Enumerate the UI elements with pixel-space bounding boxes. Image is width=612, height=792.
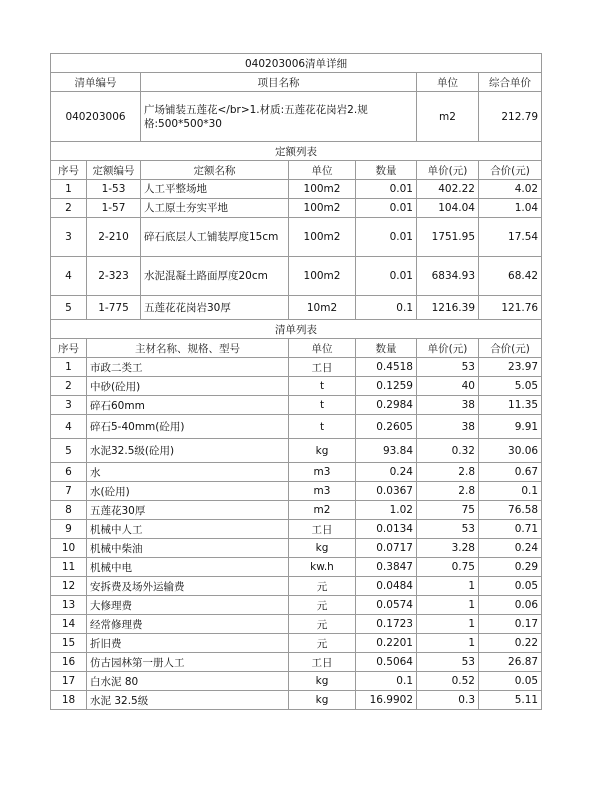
- material-no: 9: [51, 520, 87, 539]
- material-unit: t: [289, 415, 356, 439]
- material-no: 18: [51, 691, 87, 710]
- quota-header-qty: 数量: [356, 161, 417, 180]
- material-total: 11.35: [479, 396, 542, 415]
- material-total: 0.17: [479, 615, 542, 634]
- material-price: 0.52: [417, 672, 479, 691]
- material-price: 0.32: [417, 439, 479, 463]
- quota-code: 2-210: [87, 218, 141, 257]
- material-row: [51, 558, 542, 577]
- material-total: 9.91: [479, 415, 542, 439]
- material-total: 30.06: [479, 439, 542, 463]
- material-row: [51, 539, 542, 558]
- material-section-title: 清单列表: [51, 320, 542, 339]
- quota-code: 1-775: [87, 296, 141, 320]
- material-price: 3.28: [417, 539, 479, 558]
- material-total: 23.97: [479, 358, 542, 377]
- quota-qty: 0.01: [356, 199, 417, 218]
- material-header-row: [51, 339, 542, 358]
- material-header-unit: 单位: [289, 339, 356, 358]
- list-item-unit: m2: [417, 92, 479, 142]
- material-no: 5: [51, 439, 87, 463]
- material-no: 3: [51, 396, 87, 415]
- quota-section-title: 定额列表: [51, 142, 542, 161]
- quota-qty: 0.1: [356, 296, 417, 320]
- quota-total: 68.42: [479, 257, 542, 296]
- material-section-title-row: [51, 320, 542, 339]
- material-qty: 0.0574: [356, 596, 417, 615]
- list-item-row: [51, 92, 542, 142]
- material-unit: 工日: [289, 358, 356, 377]
- material-total: 0.05: [479, 577, 542, 596]
- material-row: [51, 501, 542, 520]
- material-qty: 0.3847: [356, 558, 417, 577]
- material-total: 0.67: [479, 463, 542, 482]
- material-qty: 0.4518: [356, 358, 417, 377]
- material-total: 5.11: [479, 691, 542, 710]
- quota-no: 3: [51, 218, 87, 257]
- quota-no: 2: [51, 199, 87, 218]
- quota-row: [51, 257, 542, 296]
- quota-code: 1-57: [87, 199, 141, 218]
- quota-price: 104.04: [417, 199, 479, 218]
- material-row: [51, 691, 542, 710]
- page-title: 040203006清单详细: [51, 54, 542, 73]
- material-unit: 元: [289, 634, 356, 653]
- material-price: 0.75: [417, 558, 479, 577]
- quota-price: 6834.93: [417, 257, 479, 296]
- quota-name: 碎石底层人工铺装厚度15cm: [141, 218, 289, 257]
- material-row: [51, 577, 542, 596]
- material-unit: 工日: [289, 653, 356, 672]
- list-header-row: [51, 73, 542, 92]
- material-header-no: 序号: [51, 339, 87, 358]
- quota-unit: 100m2: [289, 180, 356, 199]
- material-qty: 93.84: [356, 439, 417, 463]
- material-name: 碎石60mm: [87, 396, 289, 415]
- material-unit: 元: [289, 615, 356, 634]
- material-name: 水泥 32.5级: [87, 691, 289, 710]
- material-name: 水(砼用): [87, 482, 289, 501]
- material-unit: m2: [289, 501, 356, 520]
- quota-total: 1.04: [479, 199, 542, 218]
- material-total: 26.87: [479, 653, 542, 672]
- quota-unit: 10m2: [289, 296, 356, 320]
- material-no: 2: [51, 377, 87, 396]
- quota-no: 4: [51, 257, 87, 296]
- material-qty: 0.2984: [356, 396, 417, 415]
- material-unit: kw.h: [289, 558, 356, 577]
- material-unit: kg: [289, 672, 356, 691]
- material-name: 安拆费及场外运输费: [87, 577, 289, 596]
- quota-header-row: [51, 161, 542, 180]
- material-total: 0.71: [479, 520, 542, 539]
- material-header-qty: 数量: [356, 339, 417, 358]
- material-no: 16: [51, 653, 87, 672]
- material-no: 8: [51, 501, 87, 520]
- material-name: 机械中柴油: [87, 539, 289, 558]
- quota-qty: 0.01: [356, 218, 417, 257]
- quota-price: 1751.95: [417, 218, 479, 257]
- material-unit: 元: [289, 596, 356, 615]
- list-code-header: 清单编号: [51, 73, 141, 92]
- quota-qty: 0.01: [356, 180, 417, 199]
- list-item-price: 212.79: [479, 92, 542, 142]
- material-qty: 0.2605: [356, 415, 417, 439]
- material-qty: 0.0484: [356, 577, 417, 596]
- material-row: [51, 596, 542, 615]
- material-qty: 0.1259: [356, 377, 417, 396]
- material-no: 15: [51, 634, 87, 653]
- quota-header-name: 定额名称: [141, 161, 289, 180]
- material-name: 仿古园林第一册人工: [87, 653, 289, 672]
- material-total: 76.58: [479, 501, 542, 520]
- material-qty: 16.9902: [356, 691, 417, 710]
- material-total: 0.22: [479, 634, 542, 653]
- material-price: 53: [417, 520, 479, 539]
- material-price: 1: [417, 634, 479, 653]
- material-qty: 0.24: [356, 463, 417, 482]
- material-header-total: 合价(元): [479, 339, 542, 358]
- quota-unit: 100m2: [289, 218, 356, 257]
- quota-header-price: 单价(元): [417, 161, 479, 180]
- material-no: 1: [51, 358, 87, 377]
- title-row: [51, 54, 542, 73]
- material-qty: 0.1: [356, 672, 417, 691]
- quota-price: 402.22: [417, 180, 479, 199]
- material-total: 0.06: [479, 596, 542, 615]
- material-unit: t: [289, 396, 356, 415]
- quota-name: 人工原土夯实平地: [141, 199, 289, 218]
- quota-no: 1: [51, 180, 87, 199]
- material-row: [51, 634, 542, 653]
- material-unit: kg: [289, 539, 356, 558]
- material-row: [51, 615, 542, 634]
- material-no: 13: [51, 596, 87, 615]
- material-price: 53: [417, 358, 479, 377]
- material-name: 白水泥 80: [87, 672, 289, 691]
- detail-table: [50, 53, 542, 710]
- list-item-code: 040203006: [51, 92, 141, 142]
- material-total: 5.05: [479, 377, 542, 396]
- material-row: [51, 482, 542, 501]
- material-name: 中砂(砼用): [87, 377, 289, 396]
- quota-row: [51, 296, 542, 320]
- material-qty: 0.0367: [356, 482, 417, 501]
- material-price: 40: [417, 377, 479, 396]
- material-qty: 0.0717: [356, 539, 417, 558]
- material-total: 0.05: [479, 672, 542, 691]
- quota-header-total: 合价(元): [479, 161, 542, 180]
- material-qty: 0.5064: [356, 653, 417, 672]
- material-no: 4: [51, 415, 87, 439]
- quota-code: 2-323: [87, 257, 141, 296]
- material-no: 17: [51, 672, 87, 691]
- material-total: 0.24: [479, 539, 542, 558]
- material-name: 大修理费: [87, 596, 289, 615]
- material-total: 0.1: [479, 482, 542, 501]
- quota-total: 17.54: [479, 218, 542, 257]
- list-item-name: 广场铺装五莲花</br>1.材质:五莲花花岗岩2.规格:500*500*30: [141, 92, 417, 142]
- material-name: 机械中电: [87, 558, 289, 577]
- list-price-header: 综合单价: [479, 73, 542, 92]
- material-row: [51, 377, 542, 396]
- material-unit: 工日: [289, 520, 356, 539]
- material-name: 水泥32.5级(砼用): [87, 439, 289, 463]
- material-header-name: 主材名称、规格、型号: [87, 339, 289, 358]
- material-name: 碎石5-40mm(砼用): [87, 415, 289, 439]
- material-price: 1: [417, 615, 479, 634]
- quota-name: 五莲花花岗岩30厚: [141, 296, 289, 320]
- list-unit-header: 单位: [417, 73, 479, 92]
- material-price: 1: [417, 577, 479, 596]
- quota-name: 水泥混凝土路面厚度20cm: [141, 257, 289, 296]
- material-row: [51, 415, 542, 439]
- quota-row: [51, 199, 542, 218]
- quota-code: 1-53: [87, 180, 141, 199]
- material-name: 经常修理费: [87, 615, 289, 634]
- quota-qty: 0.01: [356, 257, 417, 296]
- material-total: 0.29: [479, 558, 542, 577]
- quota-name: 人工平整场地: [141, 180, 289, 199]
- material-no: 10: [51, 539, 87, 558]
- quota-header-code: 定额编号: [87, 161, 141, 180]
- material-price: 38: [417, 396, 479, 415]
- quota-no: 5: [51, 296, 87, 320]
- material-row: [51, 463, 542, 482]
- material-price: 2.8: [417, 482, 479, 501]
- material-price: 1: [417, 596, 479, 615]
- material-row: [51, 520, 542, 539]
- material-unit: kg: [289, 691, 356, 710]
- quota-row: [51, 218, 542, 257]
- material-price: 38: [417, 415, 479, 439]
- material-name: 折旧费: [87, 634, 289, 653]
- material-unit: m3: [289, 482, 356, 501]
- material-unit: kg: [289, 439, 356, 463]
- material-row: [51, 358, 542, 377]
- material-qty: 1.02: [356, 501, 417, 520]
- quota-price: 1216.39: [417, 296, 479, 320]
- material-name: 机械中人工: [87, 520, 289, 539]
- list-name-header: 项目名称: [141, 73, 417, 92]
- material-no: 11: [51, 558, 87, 577]
- quota-row: [51, 180, 542, 199]
- material-no: 7: [51, 482, 87, 501]
- quota-header-no: 序号: [51, 161, 87, 180]
- material-name: 水: [87, 463, 289, 482]
- quota-total: 121.76: [479, 296, 542, 320]
- material-row: [51, 672, 542, 691]
- quota-unit: 100m2: [289, 199, 356, 218]
- material-price: 2.8: [417, 463, 479, 482]
- quota-unit: 100m2: [289, 257, 356, 296]
- detail-sheet: [50, 53, 541, 710]
- material-row: [51, 439, 542, 463]
- material-no: 14: [51, 615, 87, 634]
- material-header-price: 单价(元): [417, 339, 479, 358]
- material-no: 6: [51, 463, 87, 482]
- material-price: 53: [417, 653, 479, 672]
- material-row: [51, 396, 542, 415]
- quota-section-title-row: [51, 142, 542, 161]
- quota-header-unit: 单位: [289, 161, 356, 180]
- material-qty: 0.2201: [356, 634, 417, 653]
- material-unit: m3: [289, 463, 356, 482]
- material-name: 市政二类工: [87, 358, 289, 377]
- quota-total: 4.02: [479, 180, 542, 199]
- material-price: 0.3: [417, 691, 479, 710]
- material-name: 五莲花30厚: [87, 501, 289, 520]
- material-price: 75: [417, 501, 479, 520]
- material-unit: 元: [289, 577, 356, 596]
- material-qty: 0.1723: [356, 615, 417, 634]
- material-unit: t: [289, 377, 356, 396]
- material-qty: 0.0134: [356, 520, 417, 539]
- material-row: [51, 653, 542, 672]
- material-no: 12: [51, 577, 87, 596]
